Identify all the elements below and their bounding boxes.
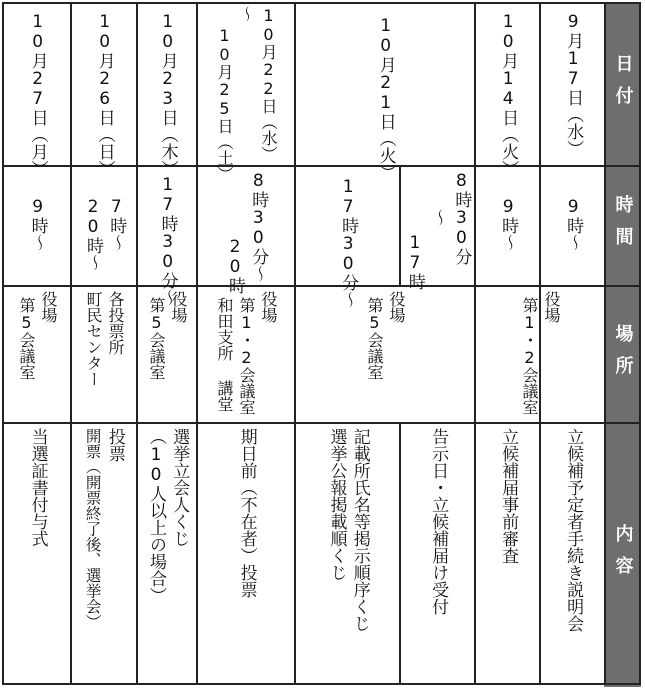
col2-content-b: 記載所氏名等掲示順序くじ 選挙公報掲載順くじ: [326, 428, 370, 632]
col4-place: 役場 第5会議室: [147, 291, 188, 380]
header-place: 場所: [612, 323, 634, 388]
header-content: 内容: [612, 523, 634, 588]
col0-content: 立候補予定者手続き説明会: [563, 428, 584, 632]
col5-content: 投票 開票（開票終了後、選挙会）: [83, 428, 125, 630]
header-date: 日付: [612, 53, 634, 118]
col2-place: 役場 第5会議室: [365, 291, 406, 380]
col4-time: 17時30分～: [157, 175, 178, 306]
col6-place: 役場 第5会議室: [17, 291, 58, 380]
col2-time-b: 17時30分～: [338, 177, 359, 308]
col2-date: 10月21日（火）: [375, 16, 396, 181]
col0-date: 9月17日（水）: [563, 12, 584, 157]
col1-time: 9時～: [498, 197, 519, 251]
col6-time: 9時～: [27, 197, 48, 251]
col2-time-a: 8時30分 ～ 17時: [404, 171, 472, 290]
col5-date: 10月26日（日）: [94, 12, 115, 177]
col5-time: 7時～ 20時～: [83, 197, 127, 271]
col4-date: 10月23日（木）: [157, 12, 178, 177]
col0-time: 9時～: [563, 197, 584, 251]
col3-place: 役場 第1・2会議室 和田支所 講堂: [215, 291, 278, 415]
header-time: 時間: [612, 195, 634, 259]
col3-content: 期日前（不在者）投票: [236, 428, 257, 598]
col5-place: 各投票所 町民センター: [84, 291, 125, 387]
col1-date: 10月14日（火）: [498, 12, 519, 177]
schedule-table: [2, 2, 641, 685]
col0-place: 役場 第1・2会議室: [520, 291, 561, 415]
col6-date: 10月27日（月）: [27, 12, 48, 177]
col2-content-a: 告示日・立候補届け受付: [428, 428, 449, 615]
col6-content: 当選証書付与式: [27, 428, 48, 547]
col4-content: 選挙立会人くじ （10人以上の場合）: [146, 428, 190, 604]
col1-content: 立候補届事前審査: [498, 428, 519, 564]
col3-time: 8時30分～ 20時: [225, 171, 269, 294]
col3-date: 10月22日（水） ～ 10月25日（土）: [215, 6, 278, 182]
